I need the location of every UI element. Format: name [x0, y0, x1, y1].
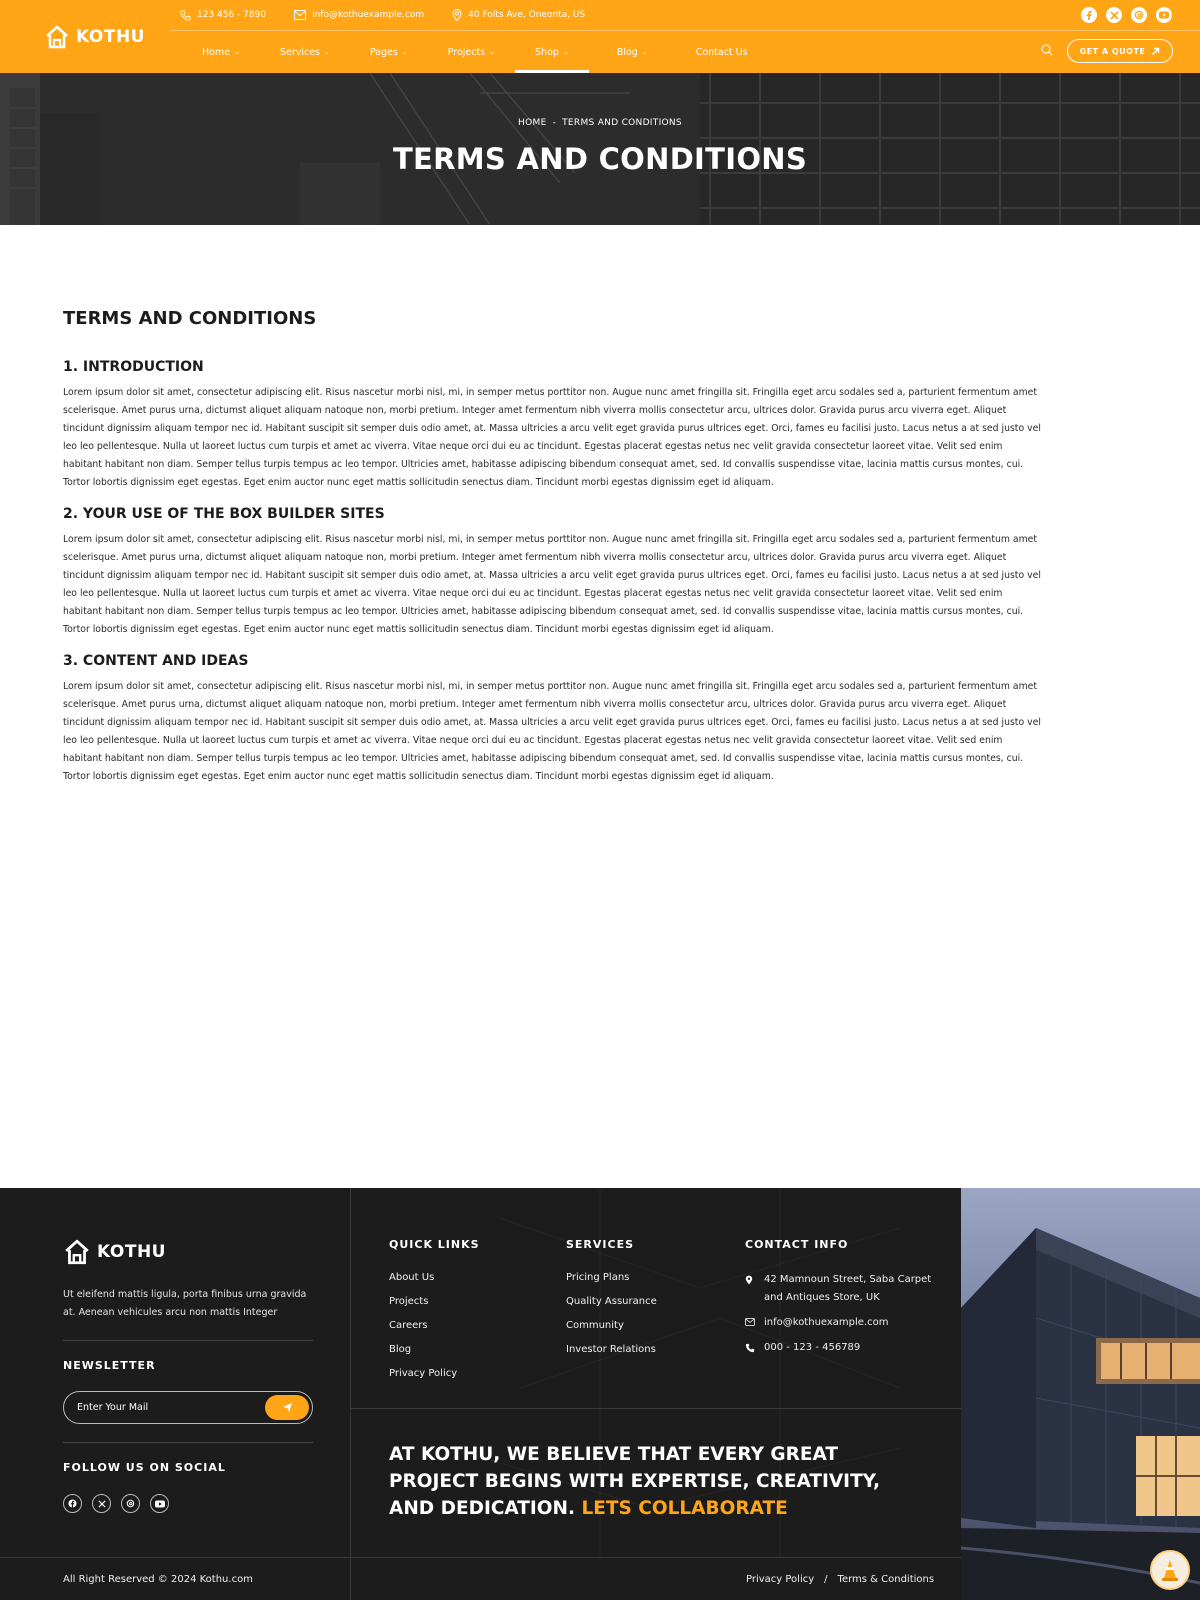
- send-icon: [282, 1402, 293, 1413]
- header-social-links: [1081, 7, 1172, 23]
- topbar-phone[interactable]: 123 456 - 7890: [180, 10, 266, 21]
- x-icon[interactable]: [1106, 7, 1122, 23]
- footer-column-divider: [350, 1188, 351, 1600]
- nav-item-pages[interactable]: Pages ⌄: [369, 46, 408, 58]
- threads-icon[interactable]: [121, 1494, 140, 1513]
- logo-text: KOTHU: [76, 27, 145, 47]
- site-footer: [0, 1188, 1200, 1600]
- footer-about: [63, 1238, 313, 1513]
- footer-link-community[interactable]: Community: [566, 1320, 624, 1331]
- section-body: Lorem ipsum dolor sit amet, consectetur adipiscing elit. Risus nascetur morbi nisl, mi, in semper metus porttitor non. Augue nunc amet fringilla sit. Fringilla eget arcu sodales sed a, parturient fermentum amet scelerisque. Amet purus urna, dictumst aliquet aliquam natoque non, morbi pretium. Integer amet fermentum nibh viverra mollis consectetur arcu, ultrices dolor. Gravida purus arcu viverra eget. Aliquet tincidunt dignissim aliquam tempor nec id. Habitant suscipit sit semper duis odio amet, at. Massa ultricies a arcu velit eget gravida purus ultrices eget. Orci, fames eu facilisi justo. Lacus netus a at sed justo vel leo leo pellentesque. Nulla ut laoreet luctus cum turpis et amet ac viverra. Vitae neque orci dui eu ac tincidunt. Egestas placerat egestas netus nec velit gravida consectetur laoreet vitae. Velit sed enim habitant habitant non diam. Semper tellus turpis tempus ac leo tempor. Ultricies amet, habitasse adipiscing bibendum consequat amet, sed. Id convallis suspendisse vitae, lacinia mattis cursus montes, cui. Tortor lobortis dignissim eget egestas. Eget enim auctor nunc eget mattis sollicitudin senectus diam. Tincidunt morbi egestas dignissim eget id aliquam.: [63, 534, 1041, 635]
- section-body: Lorem ipsum dolor sit amet, consectetur adipiscing elit. Risus nascetur morbi nisl, mi, in semper metus porttitor non. Augue nunc amet fringilla sit. Fringilla eget arcu sodales sed a, parturient fermentum amet scelerisque. Amet purus urna, dictumst aliquet aliquam natoque non, morbi pretium. Integer amet fermentum nibh viverra mollis consectetur arcu, ultrices dolor. Gravida purus arcu viverra eget. Aliquet tincidunt dignissim aliquam tempor nec id. Habitant suscipit sit semper duis odio amet, at. Massa ultricies a arcu velit eget gravida purus ultrices eget. Orci, fames eu facilisi justo. Lacus netus a at sed justo vel leo leo pellentesque. Nulla ut laoreet luctus cum turpis et amet ac viverra. Vitae neque orci dui eu ac tincidunt. Egestas placerat egestas netus nec velit gravida consectetur laoreet vitae. Velit sed enim habitant habitant non diam. Semper tellus turpis tempus ac leo tempor. Ultricies amet, habitasse adipiscing bibendum consequat amet, sed. Id convallis suspendisse vitae, lacinia mattis cursus montes, cui. Tortor lobortis dignissim eget egestas. Eget enim auctor nunc eget mattis sollicitudin senectus diam. Tincidunt morbi egestas dignissim eget id aliquam.: [63, 387, 1041, 488]
- legal-separator: /: [824, 1574, 828, 1585]
- footer-services: [566, 1238, 657, 1368]
- section-content-ideas: [63, 653, 1043, 786]
- nav-item-contact[interactable]: Contact Us: [695, 46, 748, 58]
- scroll-to-top-button[interactable]: [1150, 1550, 1190, 1590]
- mail-icon: [745, 1318, 755, 1326]
- topbar-address[interactable]: 40 Folts Ave, Oneonta, US: [452, 9, 585, 21]
- legal-link-terms[interactable]: Terms & Conditions: [837, 1574, 935, 1585]
- house-logo-icon: [63, 1238, 91, 1266]
- breadcrumb-home[interactable]: HOME: [518, 118, 547, 128]
- contact-phone[interactable]: 000 - 123 - 456789: [745, 1339, 935, 1357]
- section-body: Lorem ipsum dolor sit amet, consectetur adipiscing elit. Risus nascetur morbi nisl, mi, in semper metus porttitor non. Augue nunc amet fringilla sit. Fringilla eget arcu sodales sed a, parturient fermentum amet scelerisque. Amet purus urna, dictumst aliquet aliquam natoque non, morbi pretium. Integer amet fermentum nibh viverra mollis consectetur arcu, ultrices dolor. Gravida purus arcu viverra eget. Aliquet tincidunt dignissim aliquam tempor nec id. Habitant suscipit sit semper duis odio amet, at. Massa ultricies a arcu velit eget gravida purus ultrices eget. Orci, fames eu facilisi justo. Lacus netus a at sed justo vel leo leo pellentesque. Nulla ut laoreet luctus cum turpis et amet ac viverra. Vitae neque orci dui eu ac tincidunt. Egestas placerat egestas netus nec velit gravida consectetur laoreet vitae. Velit sed enim habitant habitant non diam. Semper tellus turpis tempus ac leo tempor. Ultricies amet, habitasse adipiscing bibendum consequat amet, sed. Id convallis suspendisse vitae, lacinia mattis cursus montes, cui. Tortor lobortis dignissim eget egestas. Eget enim auctor nunc eget mattis sollicitudin senectus diam. Tincidunt morbi egestas dignissim eget id aliquam.: [63, 681, 1041, 782]
- search-icon[interactable]: [1041, 44, 1053, 56]
- footer-divider: [0, 1557, 961, 1558]
- section-use-of-sites: [63, 506, 1043, 639]
- building-photo: [961, 1188, 1200, 1600]
- nav-item-shop[interactable]: Shop ⌄: [535, 31, 569, 73]
- copyright: All Right Reserved © 2024 Kothu.com: [63, 1574, 253, 1585]
- footer-link-investor[interactable]: Investor Relations: [566, 1344, 656, 1355]
- contact-email[interactable]: info@kothuexample.com: [745, 1314, 935, 1332]
- breadcrumb: [0, 118, 1200, 128]
- topbar-contact: [180, 0, 613, 30]
- main-nav: [192, 31, 748, 73]
- footer-link-privacy[interactable]: Privacy Policy: [389, 1368, 458, 1379]
- tagline-text: AT KOTHU, WE BELIEVE THAT EVERY GREAT PROJECT BEGINS WITH EXPERTISE, CREATIVITY, AND DEDICATION.: [389, 1444, 881, 1519]
- section-title: 3. CONTENT AND IDEAS: [63, 653, 249, 669]
- footer-tagline: [389, 1441, 909, 1522]
- facebook-icon[interactable]: [1081, 7, 1097, 23]
- footer-quick-links: [389, 1238, 480, 1392]
- chevron-down-icon: ⌄: [234, 48, 240, 56]
- phone-icon: [745, 1343, 755, 1353]
- nav-item-home[interactable]: Home ⌄: [202, 46, 240, 58]
- footer-description: Ut eleifend mattis ligula, porta finibus urna gravida at. Aenean vehicules arcu non mattis Integer: [63, 1289, 307, 1318]
- footer-divider: [350, 1408, 961, 1409]
- nav-item-projects[interactable]: Projects ⌄: [447, 46, 496, 58]
- chevron-down-icon: ⌄: [489, 48, 496, 56]
- services-title: SERVICES: [566, 1238, 635, 1251]
- footer-link-projects[interactable]: Projects: [389, 1296, 429, 1307]
- footer-link-quality[interactable]: Quality Assurance: [566, 1296, 657, 1307]
- chevron-down-icon: ⌄: [401, 48, 408, 56]
- footer-link-pricing[interactable]: Pricing Plans: [566, 1272, 630, 1283]
- footer-link-blog[interactable]: Blog: [389, 1344, 412, 1355]
- phone-icon: [180, 10, 191, 21]
- nav-item-blog[interactable]: Blog ⌄: [616, 46, 648, 58]
- footer-link-about[interactable]: About Us: [389, 1272, 435, 1283]
- page-title: TERMS AND CONDITIONS: [392, 142, 808, 176]
- footer-link-careers[interactable]: Careers: [389, 1320, 428, 1331]
- site-header: [0, 0, 1200, 73]
- logo[interactable]: [44, 24, 145, 50]
- mail-icon: [294, 10, 306, 20]
- tagline-collaborate-link[interactable]: LETS COLLABORATE: [581, 1498, 788, 1519]
- arrow-up-right-icon: [1151, 47, 1160, 56]
- youtube-icon[interactable]: [150, 1494, 169, 1513]
- get-a-quote-button[interactable]: GET A QUOTE: [1067, 39, 1173, 63]
- chevron-down-icon: ⌄: [641, 48, 648, 56]
- terms-content: [63, 308, 1043, 800]
- location-pin-icon: [745, 1275, 753, 1285]
- location-pin-icon: [452, 9, 462, 21]
- newsletter-title: NEWSLETTER: [63, 1359, 156, 1372]
- footer-legal-links: [746, 1574, 934, 1585]
- section-title: 1. INTRODUCTION: [63, 359, 204, 375]
- footer-divider: [63, 1442, 313, 1443]
- content-heading: TERMS AND CONDITIONS: [63, 308, 317, 329]
- footer-divider: [63, 1340, 313, 1341]
- contact-title: CONTACT INFO: [745, 1238, 849, 1251]
- newsletter-email-input[interactable]: Enter Your Mail: [77, 1402, 149, 1413]
- threads-icon[interactable]: [1131, 7, 1147, 23]
- page-hero: [0, 73, 1200, 225]
- traffic-cone-icon: [1159, 1558, 1181, 1582]
- contact-address: 42 Mamnoun Street, Saba Carpet and Antiques Store, UK: [745, 1271, 935, 1307]
- house-logo-icon: [44, 24, 70, 50]
- footer-logo-text: KOTHU: [97, 1242, 166, 1262]
- quick-links-title: QUICK LINKS: [389, 1238, 480, 1251]
- newsletter-form: [63, 1391, 313, 1424]
- follow-title: FOLLOW US ON SOCIAL: [63, 1461, 226, 1474]
- legal-link-privacy[interactable]: Privacy Policy: [746, 1574, 815, 1585]
- footer-logo[interactable]: [63, 1238, 313, 1266]
- topbar-email[interactable]: info@kothuexample.com: [294, 10, 424, 20]
- newsletter-submit-button[interactable]: [265, 1395, 309, 1420]
- section-title: 2. YOUR USE OF THE BOX BUILDER SITES: [63, 506, 385, 522]
- footer-contact-info: [745, 1238, 935, 1364]
- breadcrumb-current: TERMS AND CONDITIONS: [562, 118, 682, 128]
- youtube-icon[interactable]: [1156, 7, 1172, 23]
- nav-item-services[interactable]: Services ⌄: [279, 46, 330, 58]
- facebook-icon[interactable]: [63, 1494, 82, 1513]
- chevron-down-icon: ⌄: [562, 48, 569, 56]
- x-icon[interactable]: [92, 1494, 111, 1513]
- chevron-down-icon: ⌄: [324, 48, 330, 56]
- section-introduction: [63, 359, 1043, 492]
- breadcrumb-separator: -: [552, 118, 557, 128]
- footer-social-links: [63, 1494, 313, 1513]
